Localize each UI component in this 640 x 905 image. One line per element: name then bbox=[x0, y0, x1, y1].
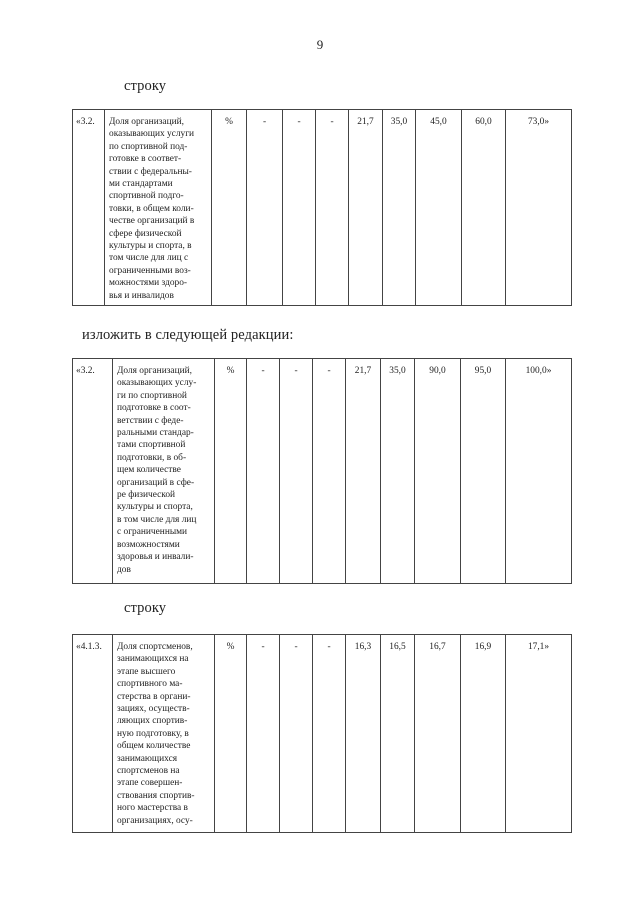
description-line: организаций в сфе- bbox=[117, 477, 195, 488]
description-line: ствии с федеральны- bbox=[109, 166, 192, 177]
description-line: щем количестве bbox=[117, 465, 181, 476]
description-line: здоровья и инвали- bbox=[117, 552, 194, 563]
value-cell: - bbox=[280, 359, 313, 584]
row-description bbox=[113, 635, 215, 833]
value-cell: 16,9 bbox=[461, 635, 506, 833]
value-cell: - bbox=[316, 110, 349, 306]
value-cell: - bbox=[283, 110, 316, 306]
description-line: возможностями bbox=[117, 539, 180, 550]
description-line: ляющих спортив- bbox=[117, 716, 188, 727]
value-cell: 45,0 bbox=[416, 110, 462, 306]
description-line: ного мастерства в bbox=[117, 803, 188, 814]
description-line: ную подготовку, в bbox=[117, 728, 189, 739]
description-line: товки, в общем коли- bbox=[109, 203, 194, 214]
value-cell: 21,7 bbox=[346, 359, 381, 584]
description-line: организациях, осу- bbox=[117, 815, 193, 826]
indicator-table-old-3-2 bbox=[72, 109, 572, 306]
value-cell: - bbox=[247, 110, 283, 306]
unit-cell: % bbox=[212, 110, 247, 306]
description-line: ствования спортив- bbox=[117, 790, 195, 801]
value-cell: - bbox=[247, 359, 280, 584]
description-line: в том числе для лиц bbox=[117, 514, 197, 525]
value-cell: 35,0 bbox=[381, 359, 415, 584]
table-row bbox=[73, 110, 572, 306]
value-cell: 16,5 bbox=[381, 635, 415, 833]
description-line: дов bbox=[117, 564, 131, 575]
description-line: вья и инвалидов bbox=[109, 290, 174, 301]
heading-row-label-2: строку bbox=[124, 600, 167, 616]
value-cell: 16,3 bbox=[346, 635, 381, 833]
indicator-table-old-4-1-3 bbox=[72, 634, 572, 833]
indicator-table-new-3-2 bbox=[72, 358, 572, 584]
description-line: этапе совершен- bbox=[117, 778, 183, 789]
row-code: «4.1.3. bbox=[73, 635, 113, 833]
description-line: занимающихся на bbox=[117, 654, 189, 665]
description-line: готовке в соответ- bbox=[109, 154, 182, 165]
description-line: тами спортивной bbox=[117, 440, 186, 451]
description-line: с ограниченными bbox=[117, 527, 188, 538]
table-row bbox=[73, 359, 572, 584]
value-cell: 73,0» bbox=[506, 110, 572, 306]
page-number: 9 bbox=[316, 37, 324, 52]
unit-cell: % bbox=[215, 359, 247, 584]
description-line: ре физической bbox=[117, 490, 176, 501]
description-line: занимающихся bbox=[117, 753, 178, 764]
row-code: «3.2. bbox=[73, 359, 113, 584]
description-line: Доля организаций, bbox=[109, 117, 184, 127]
description-line: можностями здоро- bbox=[109, 278, 188, 289]
description-line: том числе для лиц с bbox=[109, 253, 189, 264]
unit-cell: % bbox=[215, 635, 247, 833]
heading-new-edition: изложить в следующей редакции: bbox=[82, 327, 294, 343]
row-description bbox=[105, 110, 212, 306]
description-line: оказывающих услуги bbox=[109, 129, 195, 140]
value-cell: 21,7 bbox=[349, 110, 383, 306]
description-line: ральными стандар- bbox=[117, 428, 194, 439]
description-line: оказывающих услу- bbox=[117, 378, 197, 389]
value-cell: 17,1» bbox=[506, 635, 572, 833]
description-line: Доля организаций, bbox=[117, 366, 192, 376]
description-line: культуры и спорта, bbox=[117, 502, 193, 513]
description-line: по спортивной под- bbox=[109, 141, 188, 152]
description-line: подготовки, в об- bbox=[117, 452, 187, 463]
value-cell: - bbox=[313, 635, 346, 833]
value-cell: - bbox=[313, 359, 346, 584]
row-code: «3.2. bbox=[73, 110, 105, 306]
value-cell: - bbox=[247, 635, 280, 833]
table-row bbox=[73, 635, 572, 833]
value-cell: 60,0 bbox=[462, 110, 506, 306]
value-cell: 16,7 bbox=[415, 635, 461, 833]
description-line: ми стандартами bbox=[109, 179, 173, 190]
value-cell: - bbox=[280, 635, 313, 833]
description-line: ги по спортивной bbox=[117, 390, 187, 401]
value-cell: 100,0» bbox=[506, 359, 572, 584]
heading-row-label-1: строку bbox=[124, 78, 167, 94]
description-line: ограниченными воз- bbox=[109, 265, 191, 276]
description-line: Доля спортсменов, bbox=[117, 642, 193, 652]
description-line: этапе высшего bbox=[117, 666, 176, 677]
description-line: ветствии с феде- bbox=[117, 415, 184, 426]
value-cell: 35,0 bbox=[383, 110, 416, 306]
description-line: честве организаций в bbox=[109, 216, 195, 227]
description-line: зациях, осуществ- bbox=[117, 704, 190, 715]
description-line: спортсменов на bbox=[117, 766, 180, 777]
description-line: стерства в органи- bbox=[117, 691, 191, 702]
description-line: общем количестве bbox=[117, 741, 191, 752]
description-line: спортивного ма- bbox=[117, 679, 183, 690]
description-line: сфере физической bbox=[109, 228, 182, 239]
description-line: подготовке в соот- bbox=[117, 403, 191, 414]
description-line: культуры и спорта, в bbox=[109, 241, 192, 252]
row-description bbox=[113, 359, 215, 584]
value-cell: 95,0 bbox=[461, 359, 506, 584]
value-cell: 90,0 bbox=[415, 359, 461, 584]
description-line: спортивной подго- bbox=[109, 191, 184, 202]
